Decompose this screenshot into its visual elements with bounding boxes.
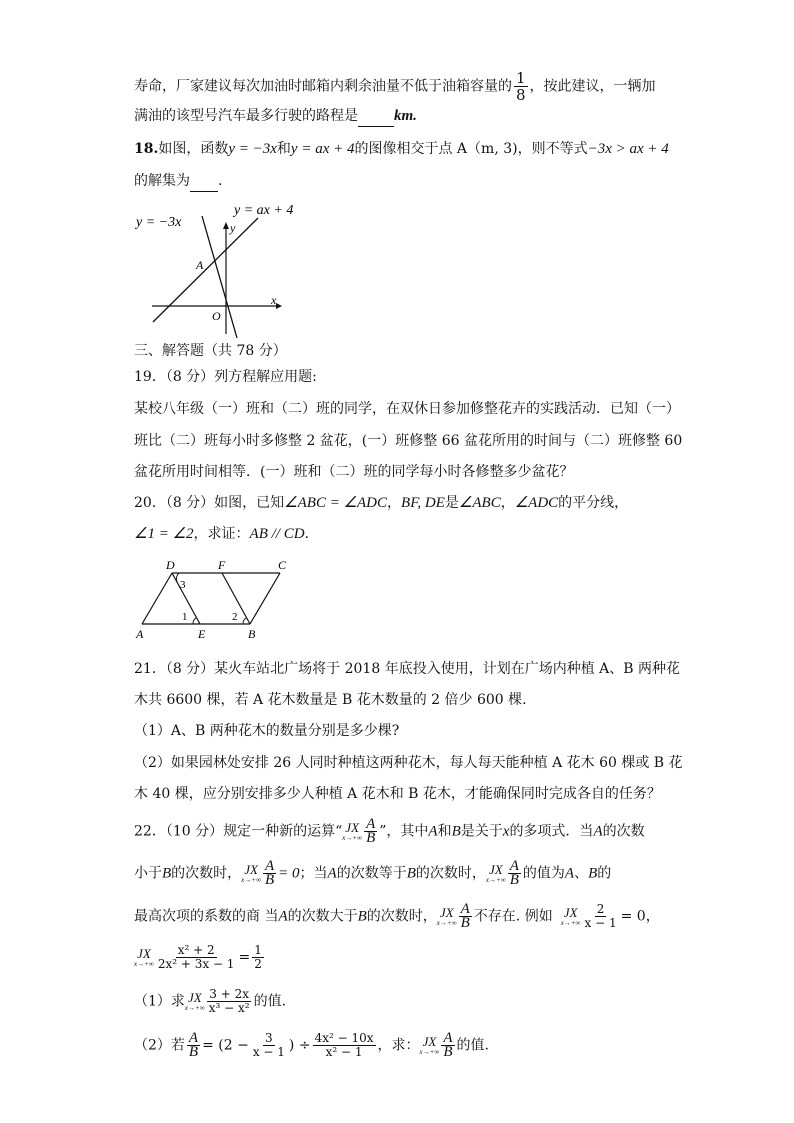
label-y-eq-neg3x: y = −3x (136, 215, 182, 230)
jx-operator: JX x→+∞ (241, 861, 261, 884)
example2-fraction: $\frac{\text{x² + 2}}{\text{2x² + 3x − 1}}$ (157, 943, 235, 971)
label-D: D (166, 558, 175, 572)
label-E: E (198, 627, 206, 641)
q1-fraction: $\frac{3 + 2x}{\text{x³ − x²}}$ (208, 987, 250, 1015)
label-B: B (248, 627, 256, 641)
jx-operator: JX x→+∞ (485, 861, 506, 884)
p22-line1: 22．（10 分）规定一种新的运算“ JX x→+∞ $\frac{A}{B}$ ”，其中A和B是关于x的多项式．当A的次数 (134, 816, 645, 846)
p17-line1: 寿命，厂家建议每次加油时邮箱内剩余油量不低于油箱容量的 $\frac{1}{8}$ ，按此建议，一辆加 (134, 69, 656, 104)
label-angle-3: 3 (180, 579, 186, 591)
segment-BC (250, 573, 280, 624)
angle-3-arc (176, 573, 179, 582)
q2-fraction-1: $\frac{3}{x - 1}$ (252, 1031, 285, 1059)
example1-fraction: $\frac{2}{x - 1}$ (584, 902, 617, 930)
p18-line2: 的解集为 . (134, 171, 222, 192)
jx-operator: JX x→+∞ (560, 904, 581, 927)
section-heading: 三、解答题（共 78 分） (134, 343, 287, 359)
p22-line3: 最高次项的系数的商 当A的次数大于B的次数时， JX x→+∞ $\frac{A}{B}$ 不存在. 例如 JX x→+∞ $\frac{2}{x - 1}$ = 0， (134, 901, 660, 931)
fraction-A-over-B: $\frac{A}{B}$ (460, 901, 470, 931)
label-y-eq-ax-plus-4: y = ax + 4 (234, 203, 294, 218)
segment-AD (142, 573, 172, 624)
label-angle-2: 2 (232, 611, 238, 623)
label-C: C (278, 558, 287, 572)
label-A: A (136, 627, 144, 641)
angle-1-arc (193, 618, 196, 624)
figure-20 (132, 556, 292, 642)
jx-operator: JX x→+∞ (342, 819, 363, 842)
fraction-A-over-B: $\frac{A}{B}$ (265, 858, 275, 888)
p22-q1: （1）求 JX x→+∞ $\frac{3 + 2x}{\text{x³ − x²}}$ 的值. (134, 987, 287, 1015)
p19-line2: 班比（二）班每小时多修整 2 盆花，(一）班修整 66 盆花所用的时间与（二）班修整 60 (134, 433, 683, 449)
p19-line3: 盆花所用时间相等．(一）班和（二）班的同学每小时各修整多少盆花？ (134, 464, 574, 480)
p21-q1: （1）A、B 两种花木的数量分别是多少棵? (134, 723, 400, 739)
p19-line1: 某校八年级（一）班和（二）班的同学，在双休日参加修整花卉的实践活动．已知（一） (134, 401, 680, 417)
label-x: x (271, 293, 277, 307)
label-point-A: A (196, 258, 204, 272)
fraction-A-over-B: $\frac{A}{B}$ (366, 816, 376, 846)
p20-line1: 20．（8 分）如图，已知∠ABC = ∠ADC，BF, DE是∠ABC，∠ADC的平分线， (134, 495, 629, 511)
label-origin: O (212, 309, 221, 323)
fraction-A-over-B: $\frac{A}{B}$ (509, 858, 519, 888)
p22-q2: （2）若 $\frac{A}{B}$ = (2 − $\frac{3}{x - 1}$ ) ÷ $\frac{\text{4x² − 10x}}{\text{x² − 1}}$ ，求： JX x→+∞ $\frac{A}{B}$ 的值. (134, 1030, 489, 1060)
jx-operator: JX x→+∞ (436, 904, 457, 927)
p18-line1: 18.如图，函数y = −3x和y = ax + 4的图像相交于点 A（m, 3)，则不等式−3x > ax + 4 (134, 141, 669, 157)
answer-blank (190, 171, 218, 192)
fraction-one-eighth: $\frac{1}{8}$ (516, 69, 526, 104)
graph-18 (130, 196, 310, 344)
p19-head: 19．（8 分）列方程解应用题: (134, 369, 317, 385)
jx-operator: JX x→+∞ (184, 989, 205, 1012)
p20-line2: ∠1 = ∠2，求证：AB // CD. (134, 526, 309, 542)
answer-blank (358, 106, 394, 127)
q2-fraction-2: $\frac{\text{4x² − 10x}}{\text{x² − 1}}$ (314, 1031, 374, 1059)
p22-example2: JX x→+∞ $\frac{\text{x² + 2}}{\text{2x² + 3x − 1}}$ = $\frac{1}{2}$ (134, 943, 262, 971)
label-angle-1: 1 (182, 611, 188, 623)
angle-2-arc (243, 618, 246, 624)
example2-result: $\frac{1}{2}$ (254, 943, 262, 971)
p22-line2: 小于B的次数时， JX x→+∞ $\frac{A}{B}$ = 0；当A的次数等于B的次数时， JX x→+∞ $\frac{A}{B}$ 的值为A、B的 (134, 858, 612, 888)
jx-operator: JX x→+∞ (134, 945, 154, 968)
fraction-A-over-B: $\frac{A}{B}$ (188, 1030, 199, 1060)
p17-line2: 满油的该型号汽车最多行驶的路程是 km. (134, 106, 417, 127)
y-axis-arrow (223, 222, 229, 229)
p21-line2: 木共 6600 棵，若 A 花木数量是 B 花木数量的 2 倍少 600 棵. (134, 692, 527, 708)
label-F: F (218, 558, 226, 572)
label-y: y (230, 221, 236, 235)
x-axis-arrow (276, 303, 282, 309)
p21-line1: 21．（8 分）某火车站北广场将于 2018 年底投入使用，计划在广场内种植 A、B 两种花 (134, 661, 680, 677)
p21-q2-line2: 木 40 棵，应分别安排多少人种植 A 花木和 B 花木，才能确保同时完成各自的任务？ (134, 786, 661, 802)
fraction-A-over-B: $\frac{A}{B}$ (443, 1030, 453, 1060)
p21-q2-line1: （2）如果园林处安排 26 人同时种植这两种花木，每人每天能种植 A 花木 60 棵或 B 花 (134, 755, 683, 771)
jx-operator: JX x→+∞ (419, 1033, 440, 1056)
